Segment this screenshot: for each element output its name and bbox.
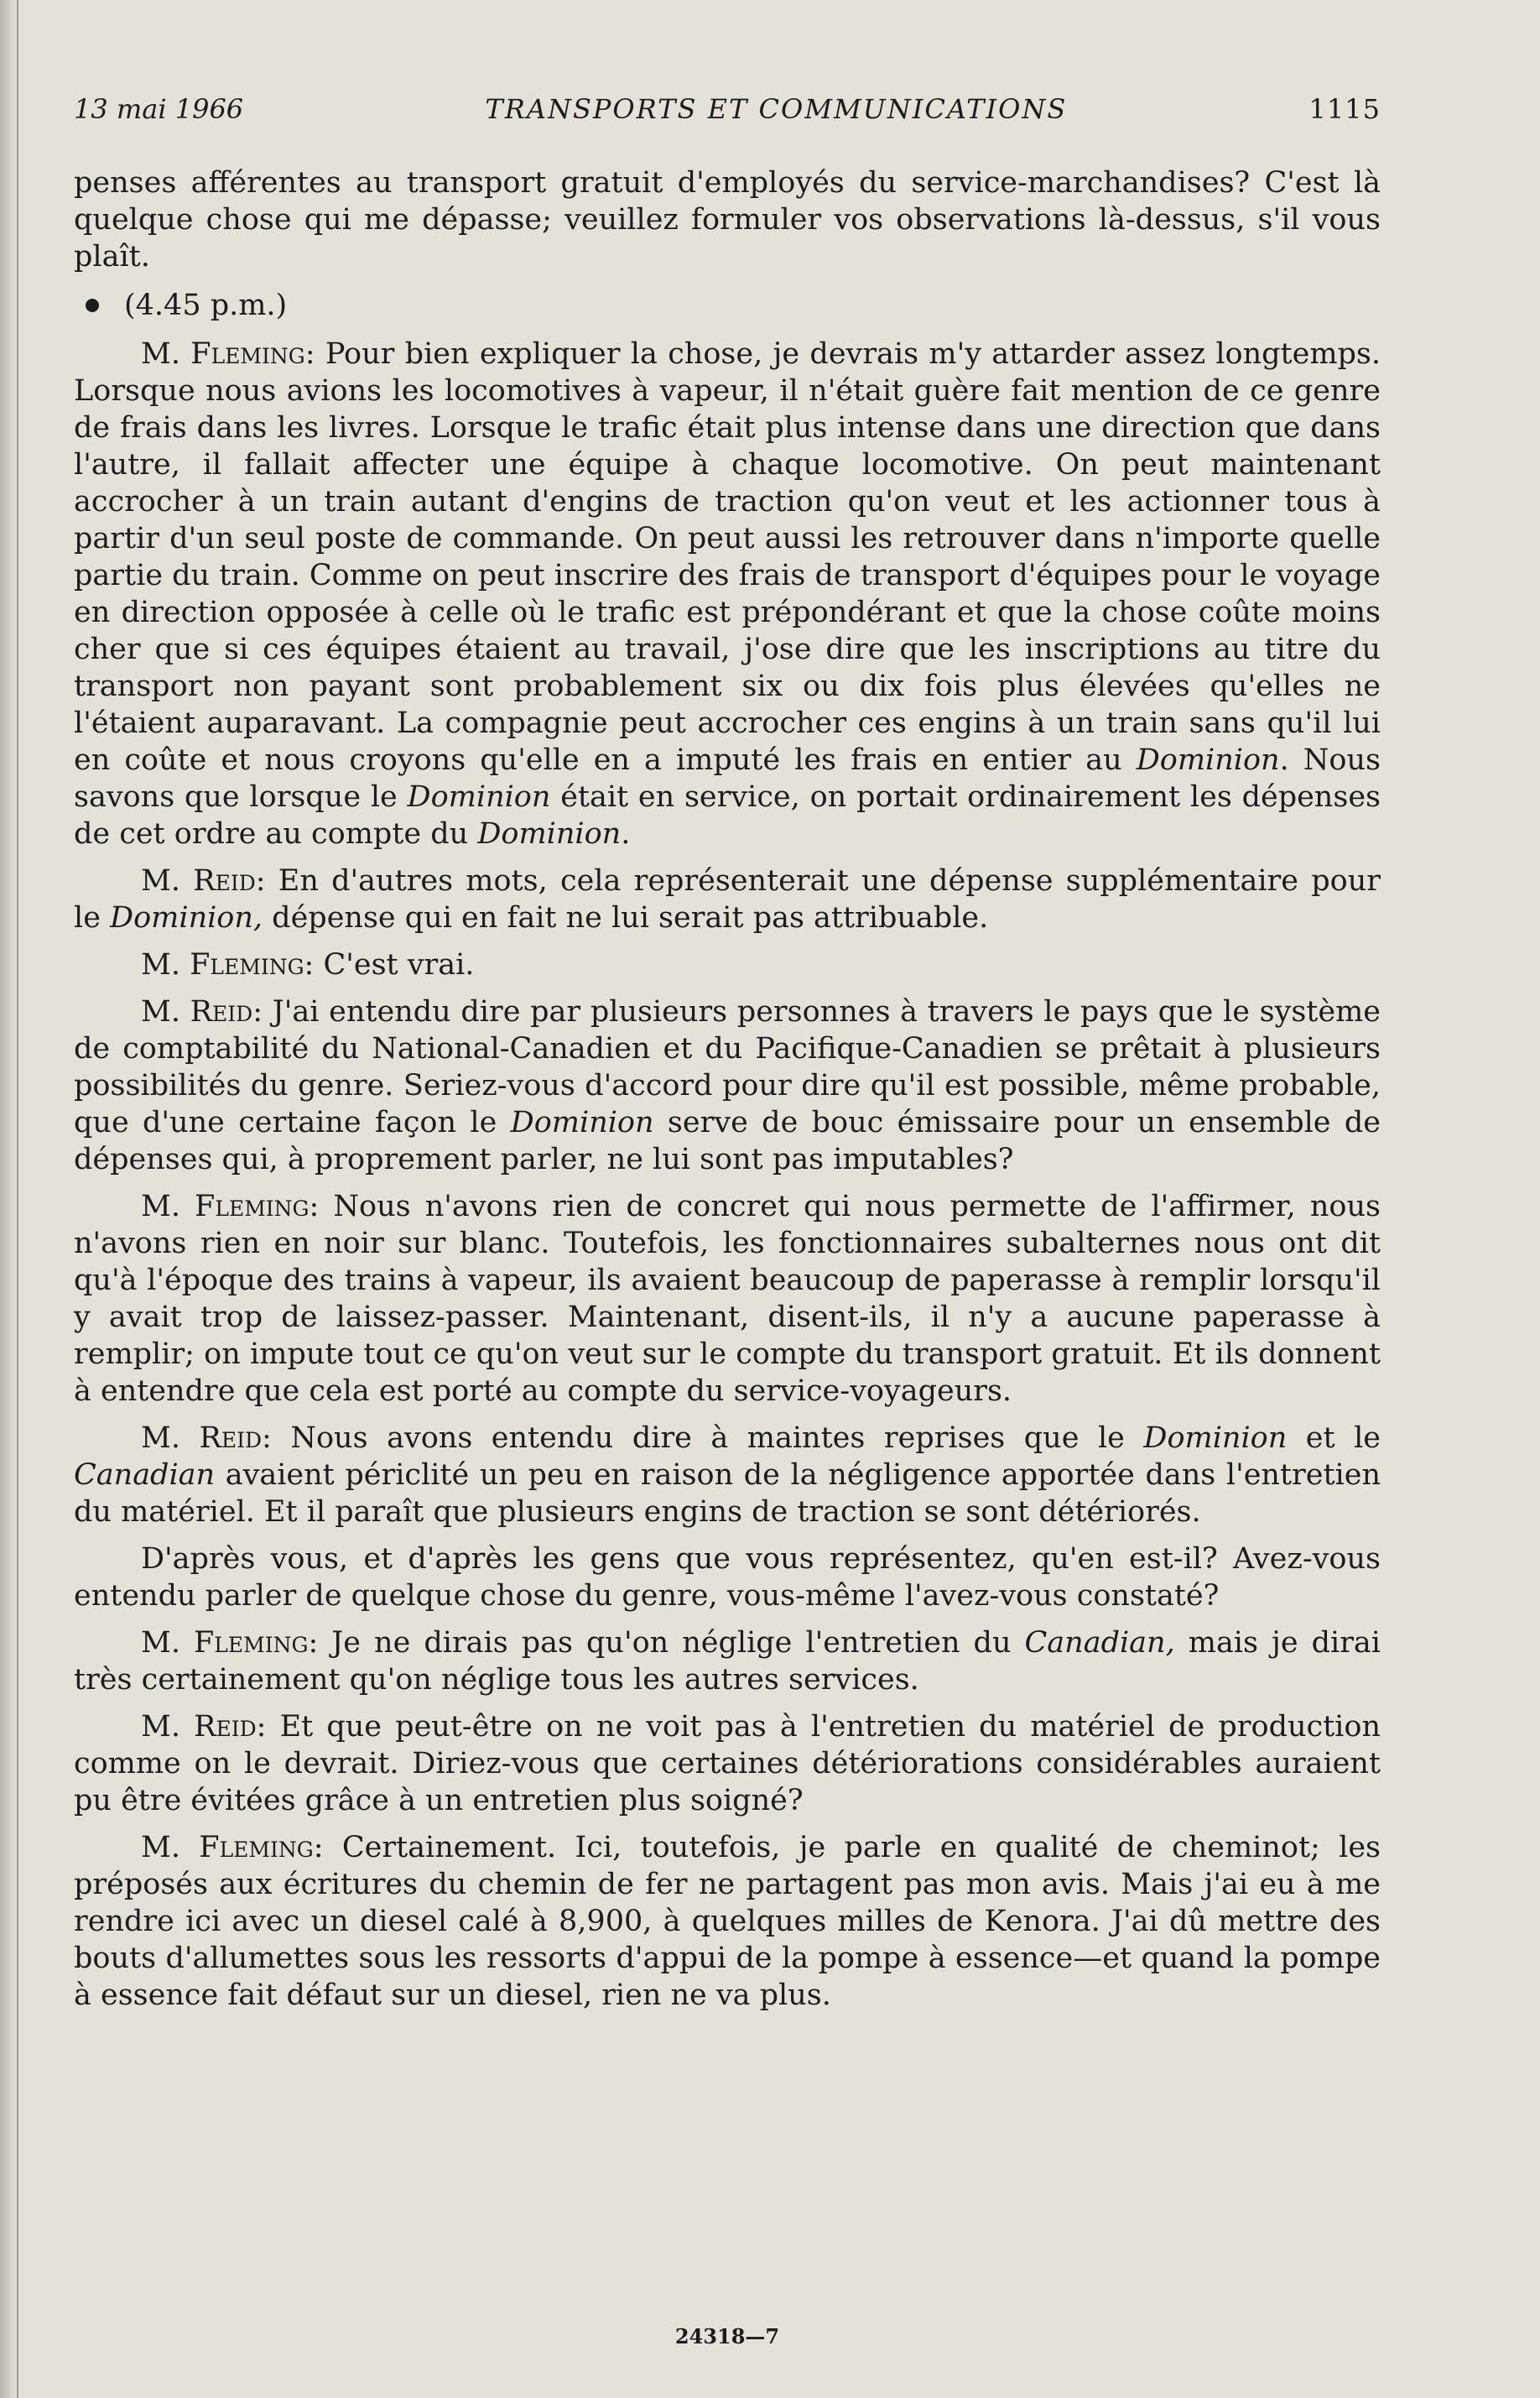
speaker-name: M. Fleming [141, 948, 304, 982]
dialogue-paragraph: M. Fleming: Certainement. Ici, toutefois, je parle en qualité de cheminot; les préposés aux écritures du chemin de fer ne partagent pas mon avis. Mais j'ai eu à me rendre ici avec un diesel calé à 8,900, à quelques milles de Kenora. J'ai dû mettre des bouts d'allumettes sous les ressorts d'appui de la pompe à essence—et quand la pompe à essence fait défaut sur un diesel, rien ne va plus. [74, 1831, 1381, 2012]
speaker-name: M. Fleming [141, 1626, 309, 1660]
dialogue-paragraph: M. Reid: Nous avons entendu dire à maintes reprises que le Dominion et le Canadian avaient périclité un peu en raison de la négligence apportée dans l'entretien du matériel. Et il paraît que plusieurs engins de traction se sont détériorés. [74, 1421, 1381, 1529]
italic-title: Canadian, [1024, 1626, 1175, 1660]
dialogue-paragraph [74, 1540, 1381, 1614]
speaker-name: M. Fleming [141, 337, 305, 371]
time-marker [74, 287, 1381, 324]
paragraph-text: mais je dirai très certainement qu'on néglige tous les autres services. [74, 1626, 1381, 1697]
bullet-icon [86, 299, 99, 312]
page-edge-line [17, 0, 18, 2398]
dialogue-paragraph: M. Fleming: Nous n'avons rien de concret qui nous permette de l'affirmer, nous n'avons rien en noir sur blanc. Toutefois, les fonctionnaires subalternes nous ont dit qu'à l'époque des trains à vapeur, ils avaient beaucoup de paperasse à remplir lorsqu'il y avait trop de laissez-passer. Maintenant, disent-ils, il n'y a aucune paperasse à remplir; on impute tout ce qu'on veut sur le compte du transport gratuit. Et ils donnent à entendre que cela est porté au compte du service-voyageurs. [74, 1190, 1381, 1408]
paragraph-text: Nous avons entendu dire à maintes reprises que le [290, 1421, 1144, 1455]
speaker-name: M. Reid [141, 995, 253, 1029]
header-title: TRANSPORTS ET COMMUNICATIONS [485, 93, 1068, 125]
running-header [74, 91, 1381, 128]
paragraph-text: Pour bien expliquer la chose, je devrais m'y attarder assez longtemps. Lorsque nous avions les locomotives à vapeur, il n'était guère fait mention de ce genre de frais dans les livres. Lorsque le trafic était plus intense dans une direction que dans l'autre, il fallait affecter une équipe à chaque locomotive. On peut maintenant accrocher à un train autant d'engins de traction qu'on veut et les actionner tous à partir d'un seul poste de commande. On peut aussi les retrouver dans n'importe quelle partie du train. Comme on peut inscrire des frais de transport d'équipes pour le voyage en direction opposée à celle où le trafic est prépondérant et que la chose coûte moins cher que si ces équipes étaient au travail, j'ose dire que les inscriptions au titre du transport non payant sont probablement six ou dix fois plus élevées qu'elles ne l'étaient auparavant. La compagnie peut accrocher ces engins à un train sans qu'il lui en coûte et nous croyons qu'elle en a imputé les frais en entier au [74, 337, 1381, 777]
paragraph-text: serve de bouc émissaire pour un ensemble de dépenses qui, à proprement parler, ne lui sont pas imputables? [74, 1106, 1381, 1176]
italic-title: Dominion [1143, 1421, 1288, 1455]
italic-title: Dominion [1136, 743, 1280, 777]
page [74, 91, 1381, 2348]
speaker-name: M. Fleming [141, 1190, 310, 1223]
speaker-name: M. Fleming [141, 1831, 314, 1864]
dialogue [74, 336, 1381, 2014]
paragraph-text: dépense qui en fait ne lui serait pas attribuable. [263, 901, 989, 935]
speaker-name: M. Reid [141, 1710, 257, 1744]
italic-title: Canadian [74, 1458, 216, 1492]
dialogue-paragraph: M. Fleming: Pour bien expliquer la chose, je devrais m'y attarder assez longtemps. Lorsque nous avions les locomotives à vapeur, il n'était guère fait mention de ce genre de frais dans les livres. Lorsque le trafic était plus intense dans une direction que dans l'autre, il fallait affecter une équipe à chaque locomotive. On peut maintenant accrocher à un train autant d'engins de traction qu'on veut et les actionner tous à partir d'un seul poste de commande. On peut aussi les retrouver dans n'importe quelle partie du train. Comme on peut inscrire des frais de transport d'équipes pour le voyage en direction opposée à celle où le trafic est prépondérant et que la chose coûte moins cher que si ces équipes étaient au travail, j'ose dire que les inscriptions au titre du transport non payant sont probablement six ou dix fois plus élevées qu'elles ne l'étaient auparavant. La compagnie peut accrocher ces engins à un train sans qu'il lui en coûte et nous croyons qu'elle en a imputé les frais en entier au Dominion. Nous savons que lorsque le Dominion était en service, on portait ordinairement les dépenses de cet ordre au compte du Dominion. [74, 337, 1381, 851]
time-marker-text: (4.45 p.m.) [124, 289, 288, 322]
paragraph-text: était en service, on portait ordinairement les dépenses de cet ordre au compte du [74, 780, 1381, 851]
paragraph-text: Certainement. Ici, toutefois, je parle en qualité de cheminot; les préposés aux écritures du chemin de fer ne partagent pas mon avis. Mais j'ai eu à me rendre ici avec un diesel calé à 8,900, à quelques milles de Kenora. J'ai dû mettre des bouts d'allumettes sous les ressorts d'appui de la pompe à essence—et quand la pompe à essence fait défaut sur un diesel, rien ne va plus. [74, 1831, 1381, 2012]
body-text [74, 164, 1381, 2014]
paragraph-text: Je ne dirais pas qu'on néglige l'entretien du [331, 1626, 1025, 1660]
page-number: 1115 [1308, 93, 1381, 125]
speaker-name: M. Reid [141, 1421, 263, 1455]
paragraph-text: Nous n'avons rien de concret qui nous permette de l'affirmer, nous n'avons rien en noir sur blanc. Toutefois, les fonctionnaires subalternes nous ont dit qu'à l'époque des trains à vapeur, ils avaient beaucoup de paperasse à remplir lorsqu'il y avait trop de laissez-passer. Maintenant, disent-ils, il n'y a aucune paperasse à remplir; on impute tout ce qu'on veut sur le compte du transport gratuit. Et ils donnent à entendre que cela est porté au compte du service-voyageurs. [74, 1190, 1381, 1408]
printer-signature: 24318—7 [674, 2324, 780, 2348]
paragraph-text: . Nous savons que lorsque le [74, 743, 1381, 814]
dialogue-paragraph: M. Fleming: C'est vrai. [141, 948, 475, 982]
italic-title: Dominion [510, 1106, 654, 1139]
italic-title: Dominion [477, 817, 622, 851]
italic-title: Dominion [407, 780, 551, 814]
paragraph-text: J'ai entendu dire par plusieurs personnes à travers le pays que le système de comptabilité du National-Canadien et du Pacifique-Canadien se prêtait à plusieurs possibilités du genre. Seriez-vous d'accord pour dire qu'il est possible, même probable, que d'une certaine façon le [74, 995, 1381, 1139]
continuation-paragraph: penses afférentes au transport gratuit d'employés du service-marchandises? C'est là quelque chose qui me dépasse; veuillez formuler vos observations là-dessus, s'il vous plaît. [74, 166, 1381, 274]
dialogue-paragraph: M. Fleming: Je ne dirais pas qu'on néglige l'entretien du Canadian, mais je dirai très certainement qu'on néglige tous les autres services. [74, 1626, 1381, 1697]
paragraph-text: D'après vous, et d'après les gens que vous représentez, qu'en est-il? Avez-vous entendu parler de quelque chose du genre, vous-même l'avez-vous constaté? [74, 1542, 1381, 1613]
paragraph-text: En d'autres mots, cela représenterait une dépense supplémentaire pour le [74, 864, 1381, 935]
book-spine-shadow [0, 0, 17, 2398]
dialogue-paragraph: M. Reid: Et que peut-être on ne voit pas à l'entretien du matériel de production comme on le devrait. Diriez-vous que certaines détériorations considérables auraient pu être évitées grâce à un entretien plus soigné? [74, 1710, 1381, 1817]
paragraph-text: C'est vrai. [323, 948, 475, 982]
dialogue-paragraph: M. Reid: J'ai entendu dire par plusieurs personnes à travers le pays que le système de comptabilité du National-Canadien et du Pacifique-Canadien se prêtait à plusieurs possibilités du genre. Seriez-vous d'accord pour dire qu'il est possible, même probable, que d'une certaine façon le Dominion serve de bouc émissaire pour un ensemble de dépenses qui, à proprement parler, ne lui sont pas imputables? [74, 995, 1381, 1176]
paragraph-text: avaient périclité un peu en raison de la négligence apportée dans l'entretien du matériel. Et il paraît que plusieurs engins de traction se sont détériorés. [74, 1458, 1381, 1529]
dialogue-paragraph: M. Reid: En d'autres mots, cela représenterait une dépense supplémentaire pour le Dominion, dépense qui en fait ne lui serait pas attribuable. [74, 864, 1381, 935]
paragraph-text: et le [1287, 1421, 1381, 1455]
italic-title: Dominion, [110, 901, 263, 935]
speaker-name: M. Reid [141, 864, 256, 898]
paragraph-text: Et que peut-être on ne voit pas à l'entretien du matériel de production comme on le devrait. Diriez-vous que certaines détériorations considérables auraient pu être évitées grâce à un entretien plus soigné? [74, 1710, 1381, 1817]
header-date: 13 mai 1966 [74, 93, 244, 125]
paragraph-text: . [621, 817, 631, 851]
